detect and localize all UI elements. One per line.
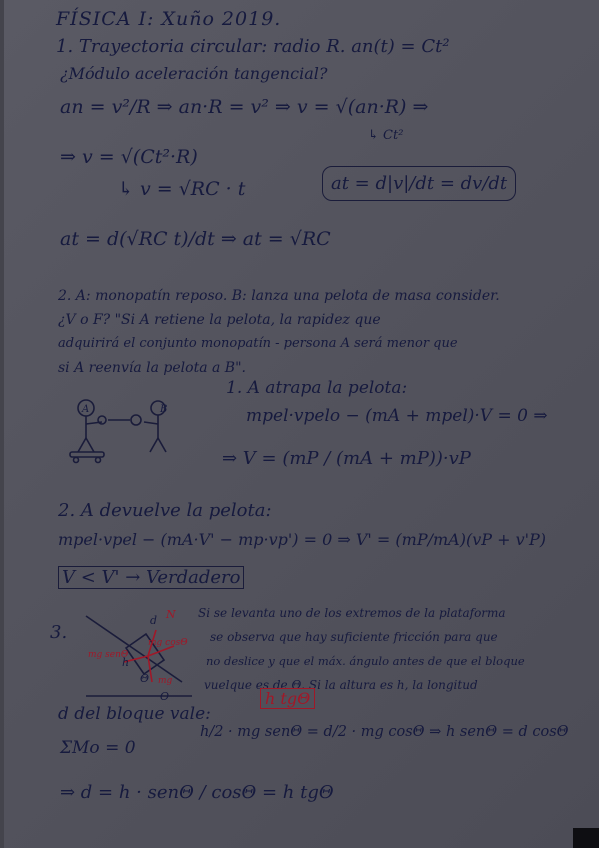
problem3-text-line3: no deslice y que el máx. ángulo antes de que el bloque (206, 654, 525, 668)
problem3-eq-moment-balance: h/2 · mg senΘ = d/2 · mg cosΘ ⇒ h senΘ = d cosΘ (200, 724, 569, 740)
problem2-statement-line4: si A reenvía la pelota a B". (58, 360, 246, 376)
problem3-text-line5: d del bloque vale: (58, 704, 211, 724)
problem2-statement-line3: adquirirá el conjunto monopatín - persona A será menor que (58, 336, 458, 351)
problem2-case1-result: ⇒ V = (mP / (mA + mP))·vP (222, 448, 471, 469)
figure-label-b: B (160, 404, 168, 415)
figure-label-mgcos: mg cosΘ (148, 638, 188, 648)
figure-label-mg: mg (158, 676, 173, 686)
problem3-eq-final: ⇒ d = h · senΘ / cosΘ = h tgΘ (60, 782, 334, 803)
problem3-text-line1: Si se levanta uno de los extremos de la plataforma (198, 606, 506, 620)
problem1-eq-note: ↳ Ct² (368, 128, 404, 143)
page-title: FÍSICA I: Xuño 2019. (56, 8, 282, 30)
figure-label-mgsen: mg senΘ (88, 650, 129, 660)
figure-label-theta: Θ (140, 672, 150, 685)
problem1-statement: 1. Trayectoria circular: radio R. an(t) = Ct² (56, 36, 450, 57)
problem3-text-line4: vuelque es de Θ. Si la altura es h, la longitud (204, 678, 478, 692)
figure-label-d: d (150, 614, 158, 627)
problem1-eq-tangential-result: at = d(√RC t)/dt ⇒ at = √RC (60, 228, 331, 250)
figure-label-h: h (122, 656, 130, 669)
problem2-case2-title: 2. A devuelve la pelota: (58, 500, 272, 521)
problem1-eq-speed-result: ↳ v = √RC · t (118, 178, 246, 200)
problem3-boxed-answer: h tgΘ (260, 688, 315, 709)
problem2-statement-line1: 2. A: monopatín reposo. B: lanza una pelota de masa consider. (58, 288, 500, 304)
problem1-boxed-tangential-def: at = d|v|/dt = dv/dt (322, 166, 516, 201)
problem3-eq-moment-sum: ΣMo = 0 (60, 738, 136, 758)
figure-label-o: O (160, 690, 170, 703)
figure-label-a: A (82, 404, 90, 415)
problem2-conclusion-box: V < V' → Verdadero (58, 566, 244, 589)
problem1-question: ¿Módulo aceleración tangencial? (60, 64, 328, 83)
problem3-text-line2: se observa que hay suficiente fricción para que (210, 630, 498, 644)
problem3-number: 3. (50, 622, 68, 643)
page-corner-shadow (573, 828, 599, 848)
problem2-case2-equation: mpel·vpel − (mA·V' − mp·vp') = 0 ⇒ V' = (mP/mA)(vP + v'P) (58, 530, 547, 549)
figure-label-n: N (166, 608, 176, 621)
problem2-case1-equation: mpel·vpelo − (mA + mpel)·V = 0 ⇒ (246, 406, 548, 426)
problem1-eq-speed: ⇒ v = √(Ct²·R) (60, 146, 198, 168)
problem2-statement-line2: ¿V o F? "Si A retiene la pelota, la rapidez que (58, 312, 381, 328)
problem1-eq-normal-acc: an = v²/R ⇒ an·R = v² ⇒ v = √(an·R) ⇒ (60, 96, 429, 118)
page-edge-shadow (0, 0, 4, 848)
problem2-case1-title: 1. A atrapa la pelota: (226, 378, 408, 398)
